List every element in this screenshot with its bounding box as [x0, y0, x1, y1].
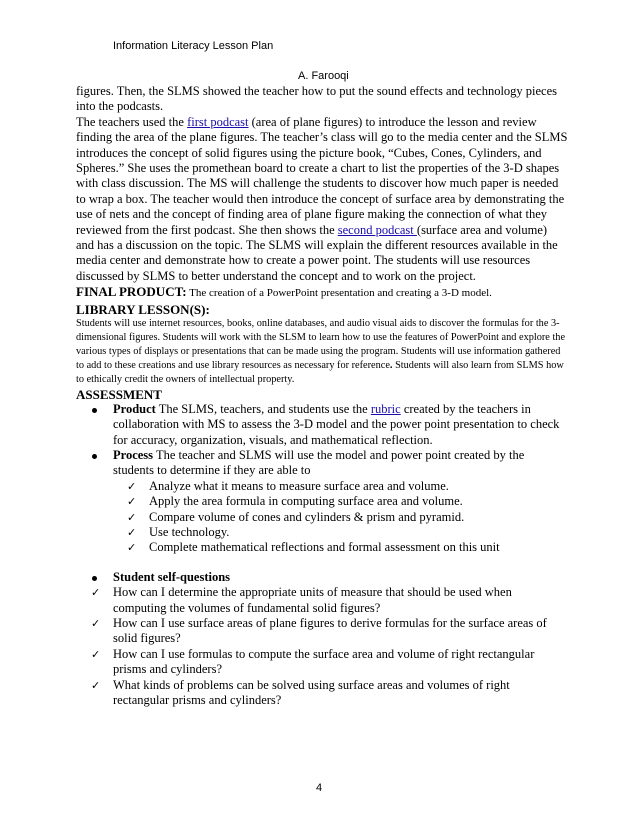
process-checklist: [113, 479, 568, 556]
list-item: [76, 678, 568, 709]
questions-checklist: [76, 585, 568, 708]
process-item-text: Apply the area formula in computing surface area and volume.: [149, 494, 463, 509]
first-podcast-link[interactable]: first podcast: [187, 114, 249, 129]
library-text-b: Students will also learn from SLMS how to ethically credit the owners of intellectual property.: [76, 359, 564, 385]
list-item: [113, 510, 568, 525]
process-item-text: Use technology.: [149, 524, 230, 539]
list-item: [76, 585, 568, 616]
header-author: A. Farooqi: [298, 70, 349, 82]
question-text: What kinds of problems can be solved using surface areas and volumes of right rectangular prisms and cylinders?: [113, 677, 510, 707]
intro-paragraph-1: figures. Then, the SLMS showed the teacher how to put the sound effects and technology pieces into the podcasts.: [76, 84, 558, 114]
self-questions-label: Student self-questions: [113, 569, 231, 584]
checkmark-icon: ✓: [127, 541, 137, 555]
rubric-link[interactable]: rubric: [370, 401, 401, 416]
question-text: How can I use formulas to compute the surface area and volume of right rectangular prisms and cylinders?: [113, 646, 535, 677]
final-product-text: The creation of a PowerPoint presentation and creating a 3-D model.: [186, 287, 492, 300]
final-product-heading: FINAL PRODUCT:: [76, 284, 187, 300]
list-item: [113, 525, 568, 540]
process-item-text: Analyze what it means to measure surface area and volume.: [149, 478, 449, 493]
process-item-text: Complete mathematical reflections and formal assessment on this unit: [149, 540, 500, 555]
final-product-section: [76, 284, 568, 301]
list-item: [113, 494, 568, 509]
bullet-icon: [92, 408, 97, 413]
checkmark-icon: ✓: [91, 616, 101, 630]
checkmark-icon: ✓: [127, 525, 137, 539]
list-item: [113, 479, 568, 494]
process-text: The teacher and SLMS will use the model and power point created by the students to determine if they are able to: [113, 447, 525, 478]
product-text-b: created by the teachers in collaboration with MS to assess the 3-D model and the power point presentation to check for accuracy, organization, visuals, and mathematical reflection.: [113, 401, 560, 447]
library-text-dot: .: [389, 359, 393, 371]
question-text: How can I use surface areas of plane figures to derive formulas for the surface areas of solid figures?: [113, 615, 547, 646]
process-item-text: Compare volume of cones and cylinders & prism and pyramid.: [149, 509, 465, 524]
checkmark-icon: ✓: [127, 495, 137, 509]
intro-text-a: The teachers used the: [76, 114, 188, 129]
library-lesson-heading: LIBRARY LESSON(S):: [76, 301, 210, 317]
intro-text-c: (surface area and volume) and has a discussion on the topic. The SLMS will explain the different resources available in the media center and demonstrate how to create a power point. The students will use resources discussed by SLMS to better understand the concept and to work on the project.: [76, 222, 558, 283]
header-title: Information Literacy Lesson Plan: [113, 40, 274, 52]
list-item: [76, 647, 568, 678]
product-label: Product: [113, 401, 156, 416]
product-text-a: The SLMS, teachers, and students use the: [155, 401, 371, 416]
bullet-icon: [92, 454, 97, 459]
checkmark-icon: ✓: [127, 510, 137, 524]
checkmark-icon: ✓: [91, 678, 101, 692]
page-number: 4: [315, 782, 323, 794]
checkmark-icon: ✓: [91, 586, 101, 600]
intro-text-b: (area of plane figures) to introduce the lesson and review finding the area of the plane figures. The teacher’s class will go to the media center and the SLMS introduces the concept of solid figures using the picture book, “Cubes, Cones, Cylinders, and Spheres.” She uses the promethean board to create a chart to list the properties of the 3-D shapes with class discussion. The MS will challenge the students to discover how much paper is needed to wrap a box. The teacher would then introduce the concept of surface area by demonstrating the use of nets and the concept of finding area of plane figure making the connection of what they reviewed from the first podcast. She then shows the: [76, 114, 568, 237]
intro-paragraph-2: [76, 115, 568, 284]
second-podcast-link[interactable]: second podcast: [337, 222, 417, 237]
library-text-a: Students will use internet resources, books, online databases, and audio visual aids to discover the formulas for the 3-dimensional figures. Students will work with the SLSM to learn how to use the features of PowerPoint and explore the various types of displays or presentations that can be made using the program. Students will use information gathered to add to these creations and use library resources as necessary for reference: [76, 317, 566, 371]
assessment-heading: ASSESSMENT: [76, 386, 162, 402]
list-item: [76, 616, 568, 647]
assessment-list: [76, 402, 568, 479]
process-label: Process: [113, 447, 154, 462]
question-text: How can I determine the appropriate units of measure that should be used when computing the volumes of fundamental solid figures?: [113, 585, 512, 615]
self-questions-item: [76, 570, 568, 585]
library-lesson-text: [76, 317, 568, 387]
self-questions-list: [76, 570, 568, 585]
bullet-icon: [92, 576, 97, 581]
spacer: [76, 556, 568, 570]
checkmark-icon: ✓: [127, 479, 137, 493]
list-item: [113, 540, 568, 555]
document-body: [76, 84, 568, 708]
assessment-product-item: [76, 402, 568, 448]
assessment-process-item: [76, 448, 568, 479]
checkmark-icon: ✓: [91, 647, 101, 661]
